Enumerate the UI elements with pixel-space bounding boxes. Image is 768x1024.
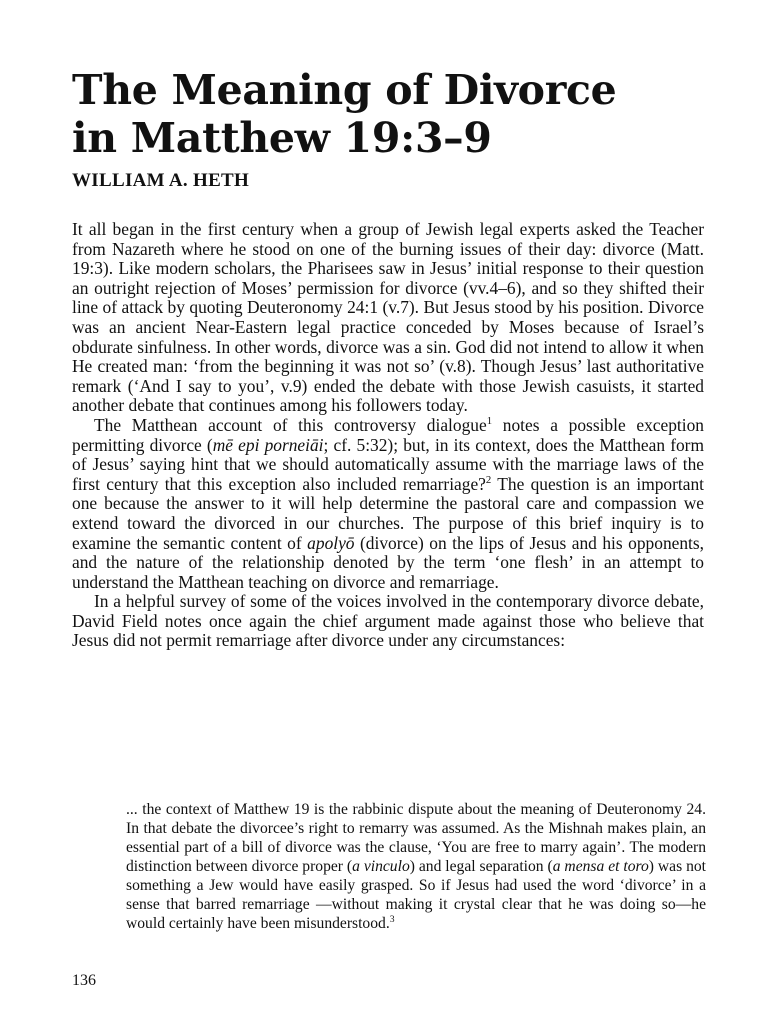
block-quote [126,800,706,933]
paragraph-2-text: The Matthean account of this controversy dialogue [94,414,487,435]
quote-segment: ) was not something a Jew would have easily grasped. So if Jesus had used the word ‘divorce’ in a sense that barred remarriage —without making it crystal clear that he was doing so—he would certainly have been misunderstood. [126,858,707,932]
footnote-ref-2: 2 [485,473,492,486]
article-title [72,66,712,162]
quote-segment: ... the context of Matthew 19 is the rabbinic dispute about the meaning of Deuteronomy 24. In that debate the divorcee’s right to remarry was assumed. As the Mishnah makes plain, an essential part of a bill of divorce was the clause, ‘You are free to marry again’. The modern distinction between divorce proper ( [126,801,706,875]
paragraph-3: In a helpful survey of some of the voices involved in the contemporary divorce debate, David Field notes once again the chief argument made against those who believe that Jesus did not permit remarriage after divorce under any circumstances: [72,591,704,651]
footnote-ref-1: 1 [486,415,493,428]
paragraph-2-text: notes a possible exception permitting divorce ( [72,414,704,455]
latin-term: a vinculo [352,858,410,875]
title-line-1: The Meaning of Divorce [72,66,617,114]
article-body [72,220,704,651]
paragraph-2-text: The question is an important one because the answer to it will help determine the pastoral care and compassion we extend toward the divorced in our churches. The purpose of this brief inquiry is to examine the semantic content of [72,473,704,553]
title-line-2: in Matthew 19:3–9 [72,114,492,162]
quote-text [126,800,706,933]
author-byline: WILLIAM A. HETH [72,170,250,191]
paragraph-2-text: ; cf. 5:32); but, in its context, does the Matthean form of Jesus’ saying hint that we should automatically assume with the marriage laws of the first century that this exception also included remarriage? [72,434,704,494]
paragraph-1: It all began in the first century when a group of Jewish legal experts asked the Teacher from Nazareth where he stood on one of the burning issues of their day: divorce (Matt. 19:3). Like modern scholars, the Pharisees saw in Jesus’ initial response to their question an outright rejection of Moses’ permission for divorce (vv.4–6), and so they shifted their line of attack by quoting Deuteronomy 24:1 (v.7). But Jesus stood by his position. Divorce was an ancient Near-Eastern legal practice conceded by Moses because of Israel’s obdurate sinfulness. In other words, divorce was a sin. God did not intend to allow it when He created man: ‘from the beginning it was not so’ (v.8). Though Jesus’ last authoritative remark (‘And I say to you’, v.9) ended the debate with those Jewish casuists, it started another debate that continues among his followers today. [72,219,704,416]
page-number: 136 [72,972,96,989]
footnote-ref-3: 3 [389,913,395,925]
greek-term: apolyō [307,532,355,553]
paragraph-2-text: (divorce) on the lips of Jesus and his opponents, and the nature of the relationship denoted by the term ‘one flesh’ in an attempt to understand the Matthean teaching on divorce and remarriage. [72,532,704,592]
quote-segment: ) and legal separation ( [409,858,553,875]
greek-term: mē epi porneiāi [212,434,324,455]
latin-term: a mensa et toro [552,858,649,875]
paragraph-2 [72,416,704,592]
